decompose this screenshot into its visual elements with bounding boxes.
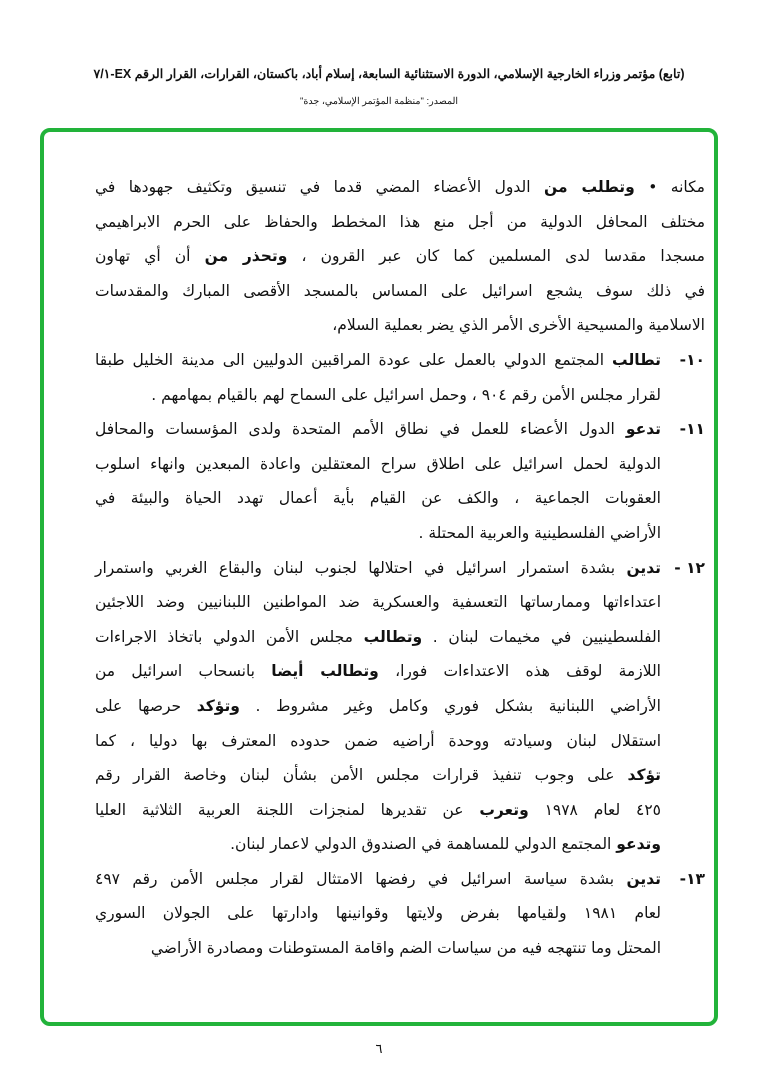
text-segment: بانسحاب اسرائيل من bbox=[95, 662, 272, 681]
bold-keyword: وتحذر من bbox=[204, 247, 288, 266]
text-segment: الدولية لحمل اسرائيل على اطلاق سراح المعتقلين واعادة المبعدين وانهاء اسلوب bbox=[95, 454, 661, 473]
document-body bbox=[95, 170, 705, 966]
text-segment: لقرار مجلس الأمن رقم ٩٠٤ ، وحمل اسرائيل على السماح لهم بالقيام بمهامهم . bbox=[151, 385, 661, 404]
bold-keyword: تطالب bbox=[612, 350, 661, 369]
text-segment: الاسلامية والمسيحية الأخرى الأمر الذي يضر بعملية السلام، bbox=[332, 316, 705, 335]
text-segment: لعام ١٩٨١ ولقيامها بفرض ولايتها وقوانينها وادارتها على الجولان السوري bbox=[95, 904, 661, 923]
bold-keyword: تدين bbox=[626, 869, 661, 888]
bold-keyword: وتؤكد bbox=[196, 696, 240, 715]
text-line bbox=[95, 896, 661, 931]
text-segment: مختلف المحافل الدولية من أجل منع هذا المخطط والحفاظ على الحرم الابراهيمي bbox=[95, 212, 705, 231]
bold-keyword: وتطالب أيضا bbox=[271, 662, 379, 681]
text-segment: عن تقديرها لمنجزات اللجنة العربية الثلاثية العليا bbox=[95, 800, 480, 819]
text-segment: اللازمة لوقف هذه الاعتداءات فورا، bbox=[378, 662, 661, 681]
text-segment: مسجدا مقدسا لدى المسلمين كما كان عبر القرون ، bbox=[287, 247, 705, 266]
text-line bbox=[95, 447, 661, 482]
item-number: ١١- bbox=[679, 420, 705, 439]
text-segment: حرصها على bbox=[95, 696, 197, 715]
text-line bbox=[95, 654, 661, 689]
resolution-item bbox=[95, 862, 705, 966]
resolution-item bbox=[95, 343, 705, 412]
text-segment: ٤٢٥ لعام ١٩٧٨ bbox=[528, 800, 661, 819]
text-segment: الدول الأعضاء المضي قدما في تنسيق وتكثيف جهودها في bbox=[95, 178, 544, 196]
text-line bbox=[95, 378, 661, 413]
text-line bbox=[95, 516, 661, 551]
text-line bbox=[95, 274, 705, 309]
text-segment: المجتمع الدولي بالعمل على عودة المراقبين الدوليين الى مدينة الخليل طبقا bbox=[95, 350, 613, 369]
text-segment: الفلسطينيين في مخيمات لبنان . bbox=[422, 627, 661, 646]
text-line bbox=[95, 724, 661, 759]
text-segment: في ذلك سوف يشجع اسرائيل على المساس بالمسجد الأقصى المبارك والمقدسات bbox=[95, 281, 705, 300]
text-segment: مجلس الأمن الدولي باتخاذ الاجراءات bbox=[95, 627, 364, 646]
bold-keyword: تدين bbox=[626, 558, 661, 577]
text-line bbox=[95, 862, 661, 897]
text-line bbox=[95, 931, 661, 966]
text-line bbox=[95, 827, 661, 862]
item-number: ١٣- bbox=[679, 869, 705, 888]
bold-keyword: وتطالب bbox=[363, 627, 423, 646]
paragraph bbox=[95, 170, 705, 343]
page-number: ٦ bbox=[375, 1042, 383, 1057]
text-line bbox=[95, 412, 661, 447]
resolution-item bbox=[95, 412, 705, 550]
text-segment: بشدة سياسة اسرائيل في رفضها الامتثال لقرار مجلس الأمن رقم ٤٩٧ bbox=[95, 869, 627, 888]
text-line bbox=[95, 239, 705, 274]
bold-keyword: تدعو bbox=[625, 420, 661, 439]
text-segment: بشدة استمرار اسرائيل في احتلالها لجنوب لبنان والبقاع الغربي واستمرار bbox=[95, 558, 627, 577]
text-segment: الدول الأعضاء للعمل في نطاق الأمم المتحدة ولدى المؤسسات والمحافل bbox=[95, 420, 626, 439]
text-line bbox=[95, 551, 661, 586]
text-line bbox=[95, 205, 705, 240]
text-segment: المحتل وما تنتهجه فيه من سياسات الضم واقامة المستوطنات ومصادرة الأراضي bbox=[150, 939, 661, 958]
text-segment: المجتمع الدولي للمساهمة في الصندوق الدولي لاعمار لبنان. bbox=[230, 835, 617, 854]
bold-keyword: وتدعو bbox=[616, 835, 661, 854]
item-number: ١٢ - bbox=[674, 558, 705, 577]
text-line bbox=[95, 343, 661, 378]
resolution-item bbox=[95, 551, 705, 862]
text-segment: على وجوب تنفيذ قرارات مجلس الأمن بشأن لبنان وخاصة القرار رقم bbox=[95, 766, 628, 785]
text-line bbox=[95, 481, 661, 516]
text-segment: مكانه • bbox=[634, 178, 705, 196]
text-line bbox=[95, 585, 661, 620]
text-line bbox=[95, 793, 661, 828]
text-segment: أن أي تهاون bbox=[95, 247, 205, 266]
document-header: (تابع) مؤتمر وزراء الخارجية الإسلامي، الدورة الاستثنائية السابعة، إسلام أباد، باكستان، القرارات، القرار الرقم EX-٧/١ bbox=[93, 67, 685, 81]
text-segment: استقلال لبنان وسيادته ووحدة أراضيه ضمن حدوده المعترف بها دوليا ، كما bbox=[95, 731, 661, 750]
document-source: المصدر: "منظمة المؤتمر الإسلامي، جدة" bbox=[299, 96, 459, 107]
bold-keyword: وتطلب من bbox=[544, 178, 635, 196]
item-number: ١٠- bbox=[679, 350, 705, 369]
text-line bbox=[95, 620, 661, 655]
text-line bbox=[95, 170, 705, 205]
text-segment: الأراضي الفلسطينية والعربية المحتلة . bbox=[418, 523, 661, 542]
text-line bbox=[95, 758, 661, 793]
text-segment: اعتداءاتها وممارساتها التعسفية والعسكرية ضد المواطنين اللبنانيين وضد اللاجئين bbox=[95, 593, 661, 612]
bold-keyword: وتعرب bbox=[479, 800, 529, 819]
text-line bbox=[95, 689, 661, 724]
text-segment: الأراضي اللبنانية بشكل فوري وكامل وغير مشروط . bbox=[239, 696, 661, 715]
text-line bbox=[95, 308, 705, 343]
text-segment: العقوبات الجماعية ، والكف عن القيام بأية أعمال تهدد الحياة والبيئة في bbox=[95, 489, 661, 508]
bold-keyword: تؤكد bbox=[627, 766, 661, 785]
